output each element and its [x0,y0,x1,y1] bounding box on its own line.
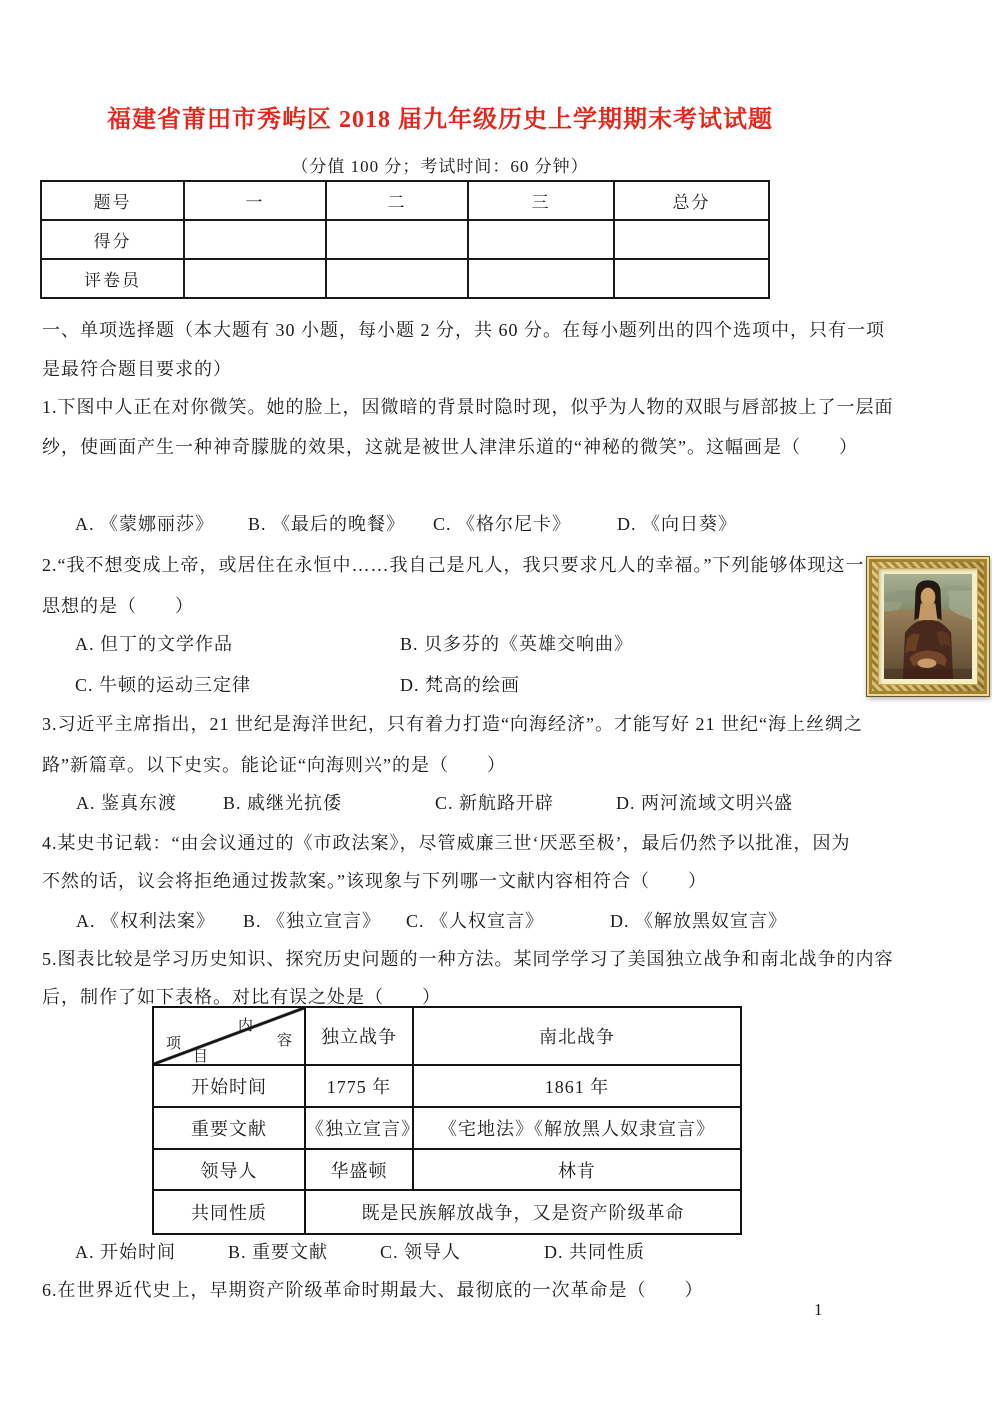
section-intro-line: 一、单项选择题（本大题有 30 小题，每小题 2 分，共 60 分。在每小题列出的四个选项中，只有一项 [42,320,885,340]
painting-mat [878,568,978,685]
column-header: 独立战争 [305,1007,413,1065]
table-cell: 1775 年 [305,1065,413,1107]
exam-meta-line: （分值 100 分；考试时间：60 分钟） [291,157,589,176]
table-cell: 《独立宣言》 [305,1107,413,1149]
column-header: 南北战争 [413,1007,741,1065]
score-row [41,259,769,298]
option-c: C. 《格尔尼卡》 [433,514,572,534]
question-5-text-line: 后，制作了如下表格。对比有误之处是（ ） [42,987,441,1007]
diagonal-header-cell [153,1007,305,1065]
table-row [153,1107,741,1149]
mona-lisa-image [866,556,990,697]
option-b: B. 重要文献 [228,1242,329,1262]
question-2-text-line: 思想的是（ ） [42,596,194,616]
question-1-text-line: 纱，使画面产生一种神奇朦胧的效果，这就是被世人津津乐道的“神秘的微笑”。这幅画是（ ） [42,437,858,457]
option-d: D. 梵高的绘画 [400,675,520,695]
row-label: 共同性质 [153,1190,305,1234]
question-4-text-line: 不然的话，议会将拒绝通过拨款案。”该现象与下列哪一文献内容相符合（ ） [42,871,707,891]
score-cell-empty [614,259,769,298]
score-header-cell: 二 [326,181,468,220]
table-cell: 《宅地法》《解放黑人奴隶宣言》 [413,1107,741,1149]
question-3-text-line: 路”新篇章。以下史实。能论证“向海则兴”的是（ ） [42,755,506,775]
corner-label-char: 项 [166,1035,182,1052]
comparison-table [152,1006,742,1235]
option-a: A. 《蒙娜丽莎》 [75,514,214,534]
score-cell-empty [184,220,326,259]
option-b: B. 《最后的晚餐》 [248,514,406,534]
option-c: C. 《人权宣言》 [406,911,545,931]
option-c: C. 领导人 [380,1242,462,1262]
question-4-options [0,907,992,933]
question-2-options-row [0,630,992,656]
option-c: C. 新航路开辟 [435,793,555,813]
score-cell-empty [326,259,468,298]
question-1-options [0,510,992,536]
question-3-options [0,789,992,815]
score-cell-empty [614,220,769,259]
question-6-text-line: 6.在世界近代史上，早期资产阶级革命时期最大、最彻底的一次革命是（ ） [42,1280,704,1300]
option-d: D. 两河流域文明兴盛 [616,793,793,813]
score-row [41,220,769,259]
option-d: D. 共同性质 [544,1242,645,1262]
corner-label-char: 目 [193,1048,209,1065]
score-header-cell: 一 [184,181,326,220]
question-5-text-line: 5.图表比较是学习历史知识、探究历史问题的一种方法。某同学学习了美国独立战争和南北战争的内容 [42,949,894,969]
table-row [153,1065,741,1107]
score-header-cell: 三 [468,181,614,220]
merged-cell: 既是民族解放战争，又是资产阶级革命 [305,1190,741,1234]
comparison-header-row [153,1007,741,1065]
table-cell: 1861 年 [413,1065,741,1107]
row-label: 重要文献 [153,1107,305,1149]
score-cell-empty [326,220,468,259]
option-b: B. 戚继光抗倭 [223,793,343,813]
option-b: B. 《独立宣言》 [243,911,382,931]
score-header-cell: 题号 [41,181,184,220]
option-d: D. 《解放黑奴宣言》 [610,911,787,931]
option-a: A. 鉴真东渡 [76,793,177,813]
question-5-options [0,1238,992,1264]
corner-label-char: 容 [277,1033,293,1050]
score-cell-empty [184,259,326,298]
row-label: 开始时间 [153,1065,305,1107]
score-header-cell: 总分 [614,181,769,220]
question-2-text-line: 2.“我不想变成上帝，或居住在永恒中……我自己是凡人，我只要求凡人的幸福。”下列能够体现这一 [42,555,865,575]
question-1-text-line: 1.下图中人正在对你微笑。她的脸上，因微暗的背景时隐时现，似乎为人物的双眼与唇部披上了一层面 [42,397,894,417]
section-intro-line: 是最符合题目要求的） [42,359,232,379]
question-4-text-line: 4.某史书记载：“由会议通过的《市政法案》，尽管威廉三世‘厌恶至极’，最后仍然予以批准，因为 [42,833,851,853]
question-3-text-line: 3.习近平主席指出，21 世纪是海洋世纪，只有着力打造“向海经济”。才能写好 21 世纪“海上丝绸之 [42,714,863,734]
question-2-options-row [0,671,992,697]
table-row [153,1149,741,1190]
score-cell-empty [468,220,614,259]
option-b: B. 贝多芬的《英雄交响曲》 [400,634,634,654]
table-cell: 华盛顿 [305,1149,413,1190]
page-title: 福建省莆田市秀屿区 2018 届九年级历史上学期期末考试试题 [107,107,773,133]
row-label: 领导人 [153,1149,305,1190]
option-a: A. 《权利法案》 [76,911,215,931]
page-number: 1 [814,1300,823,1319]
mona-lisa-painting [884,574,972,679]
score-table-header-row [41,181,769,220]
score-row-label: 得分 [41,220,184,259]
option-a: A. 但丁的文学作品 [75,634,233,654]
table-row [153,1190,741,1234]
corner-label-char: 内 [238,1017,254,1034]
table-cell: 林肯 [413,1149,741,1190]
option-a: A. 开始时间 [75,1242,176,1262]
score-row-label: 评卷员 [41,259,184,298]
option-c: C. 牛顿的运动三定律 [75,675,252,695]
score-cell-empty [468,259,614,298]
option-d: D. 《向日葵》 [617,514,737,534]
score-table [40,180,770,299]
